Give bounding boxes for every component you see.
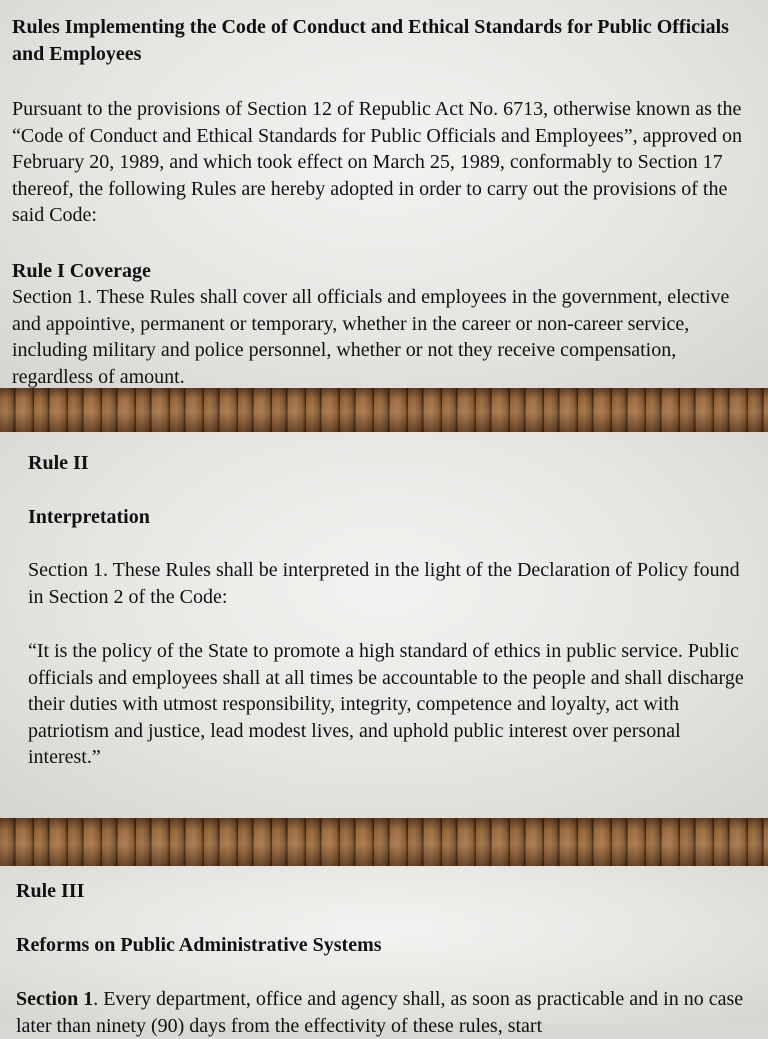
rule-1-heading: Rule I Coverage [12,260,151,282]
rule-3-subheading: Reforms on Public Administrative Systems [16,934,382,956]
rule-1-section-1: Section 1. These Rules shall cover all officials and employees in the government, elective and appointive, permanent or temporary, whether in the career or non-career service, including military and police personnel, whether or not they receive compensation, regardless of amount. [12,286,730,388]
document-title: Rules Implementing the Code of Conduct and Ethical Standards for Public Officials and Employees [12,16,729,65]
slide-rule-2 [0,432,768,818]
section-label: Section 1 [16,988,94,1010]
rule-2-subheading: Interpretation [28,506,150,528]
policy-quote: “It is the policy of the State to promote a high standard of ethics in public service. Public officials and employees shall at all times be accountable to the people and shall discharge their duties with utmost responsibility, integrity, competence and loyalty, act with patriotism and justice, lead modest lives, and uphold public interest over personal interest.” [28,640,744,768]
section-text: . Every department, office and agency shall, as soon as practicable and in no case later than ninety (90) days from the effectivity of these rules, start [16,988,744,1037]
wood-divider [0,818,768,866]
intro-paragraph: Pursuant to the provisions of Section 12 of Republic Act No. 6713, otherwise known as the “Code of Conduct and Ethical Standards for Public Officials and Employees”, approved on February 20, 1989, and which took effect on March 25, 1989, conformably to Section 17 thereof, the following Rules are hereby adopted in order to carry out the provisions of the said Code: [12,98,742,226]
slide-rule-3 [0,866,768,1037]
rule-2-heading: Rule II [28,452,89,474]
rule-3-heading: Rule III [16,880,85,902]
wood-divider [0,388,768,432]
rule-3-section-1 [16,986,756,1039]
rule-2-section-1: Section 1. These Rules shall be interpreted in the light of the Declaration of Policy found in Section 2 of the Code: [28,559,740,608]
slide-rule-1 [0,0,768,388]
